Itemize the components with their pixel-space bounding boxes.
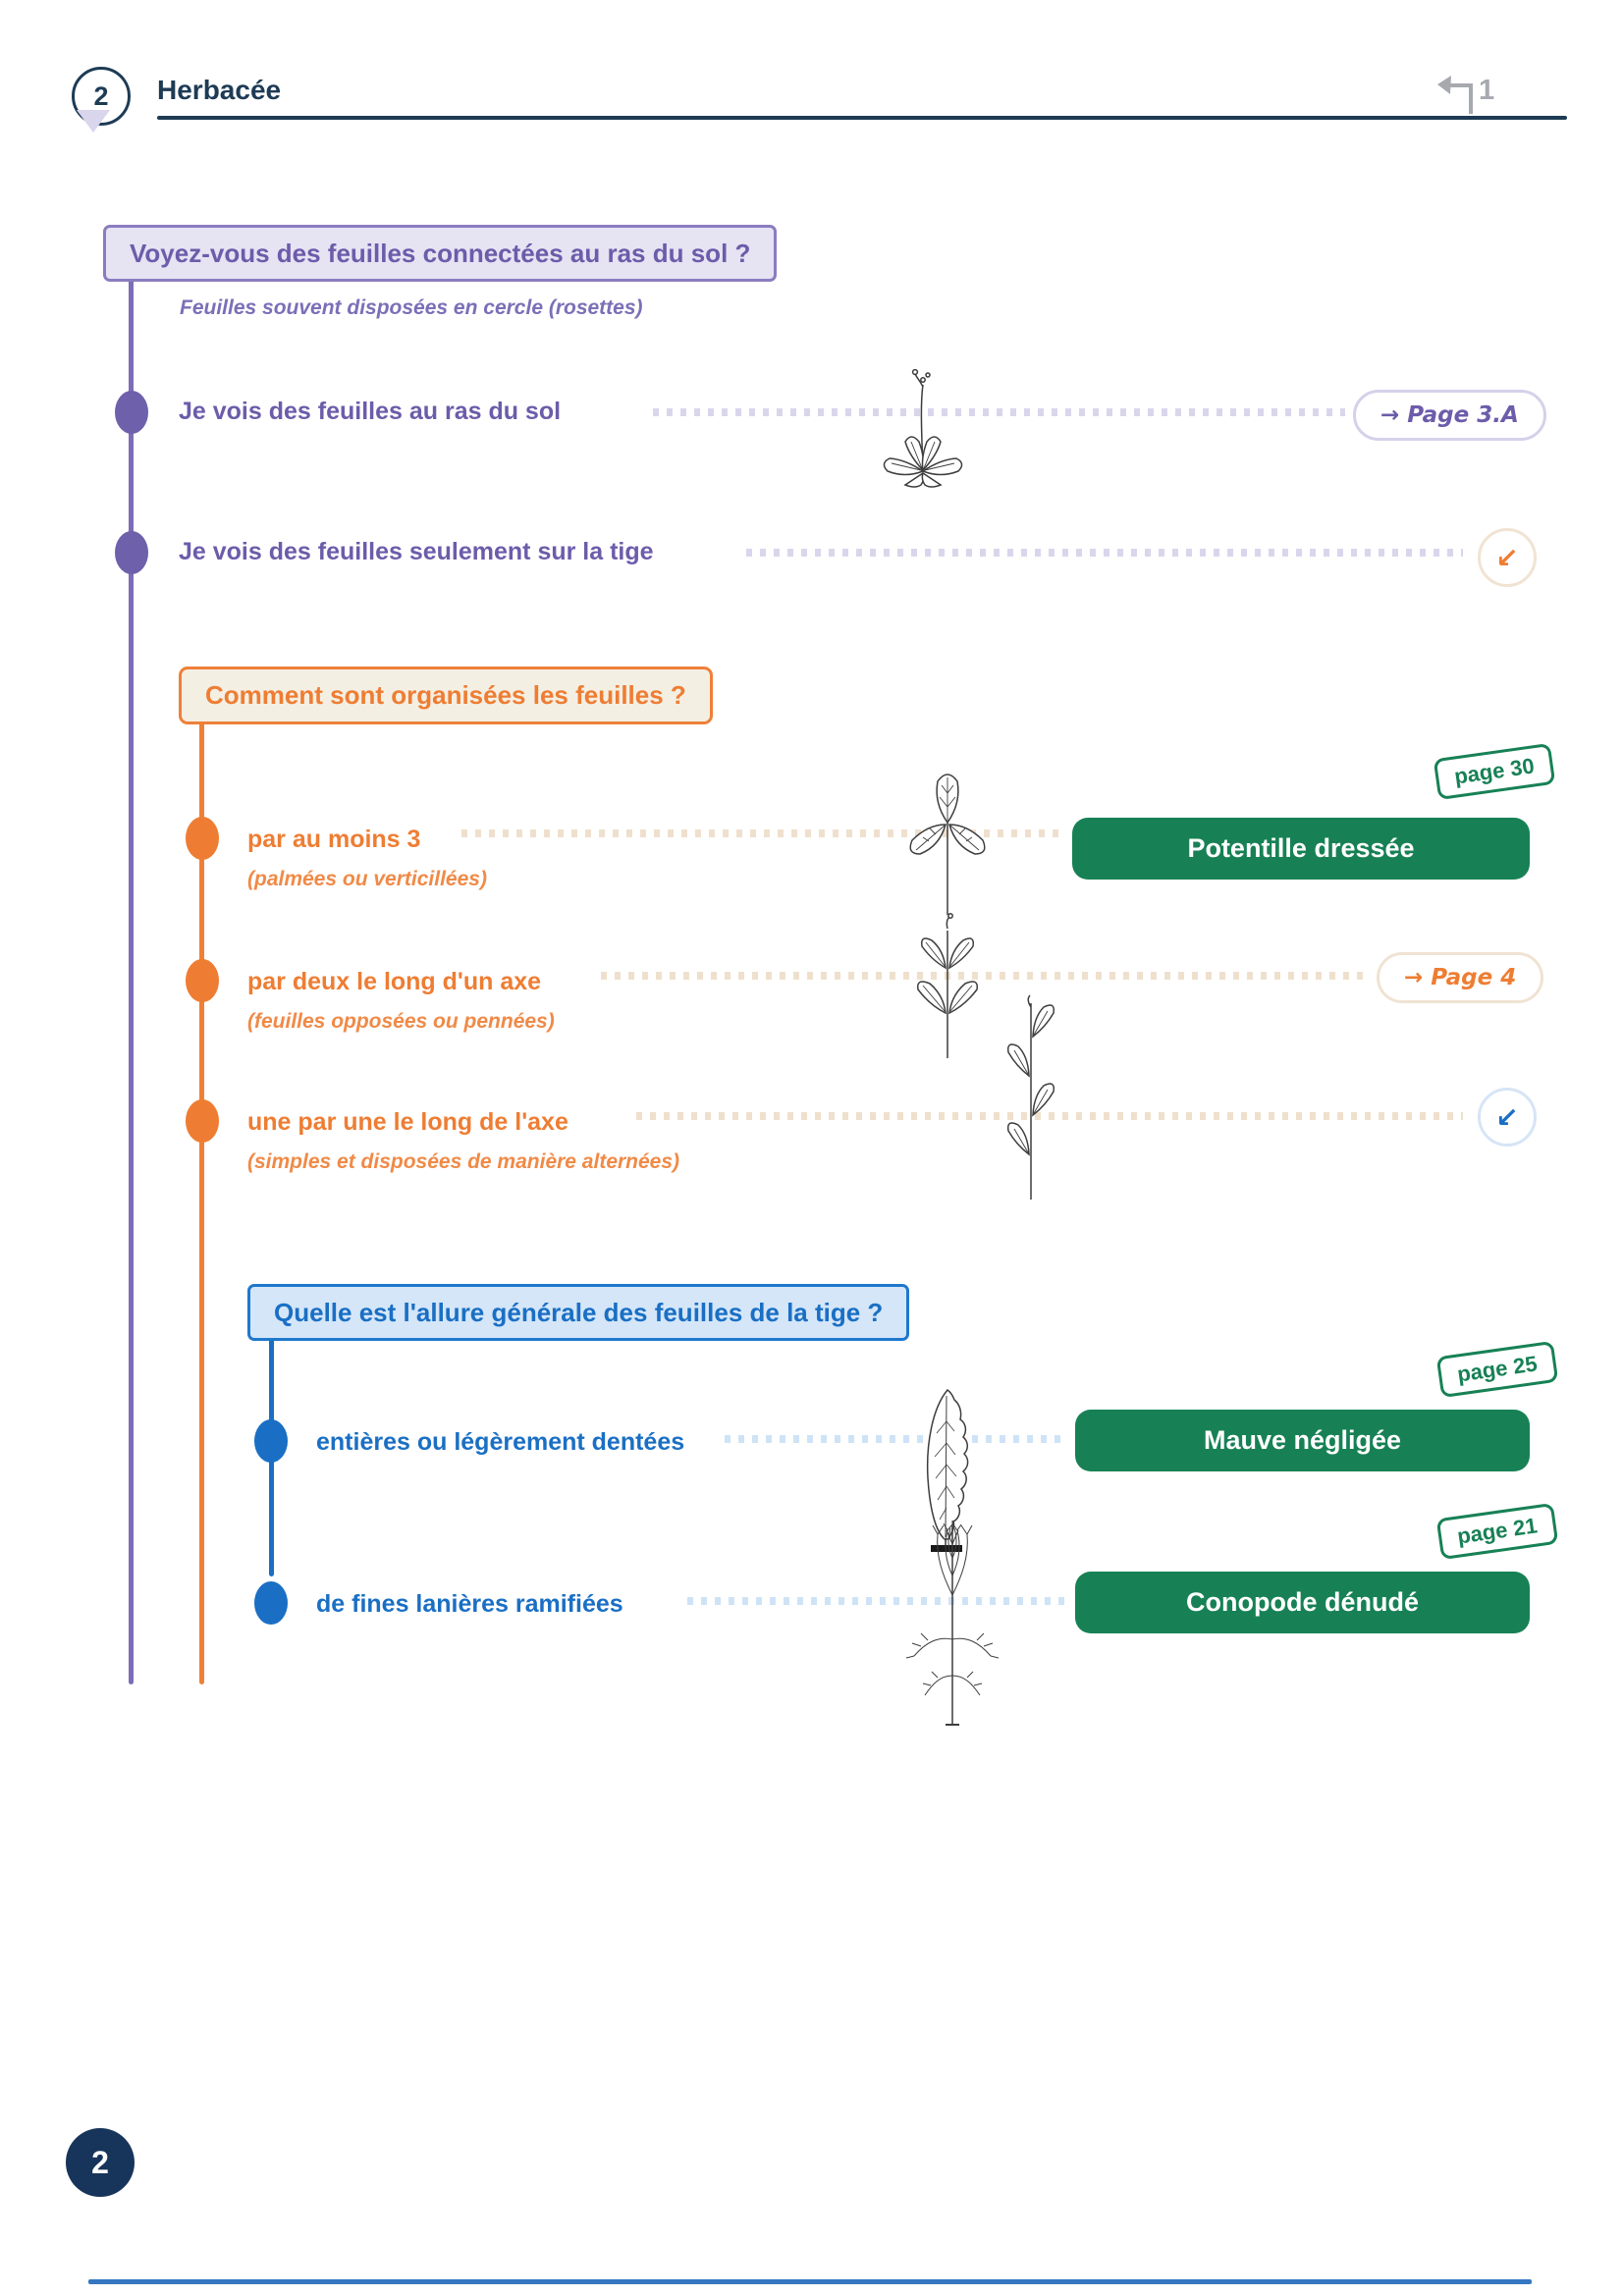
page-tag-label: page 25 <box>1455 1351 1540 1387</box>
page-tag-label: page 21 <box>1455 1513 1540 1549</box>
page-number: 2 <box>91 2144 109 2180</box>
back-reference-arrow-icon <box>1432 71 1481 116</box>
purple-branch-line <box>129 278 134 1684</box>
option-label: par deux le long d'un axe <box>247 968 542 995</box>
dotted-leader <box>653 408 1345 416</box>
goto-page-pill[interactable] <box>1377 952 1543 1003</box>
continue-arrow-icon[interactable] <box>1478 1088 1537 1147</box>
option-bullet <box>186 817 219 860</box>
page-tag[interactable] <box>1434 743 1556 800</box>
section-pointer-triangle-icon <box>77 110 110 133</box>
option-label: par au moins 3 <box>247 826 421 853</box>
species-name: Conopode dénudé <box>1186 1587 1419 1617</box>
species-result-button[interactable] <box>1075 1572 1530 1633</box>
continue-arrow-glyph: ↙ <box>1495 1100 1519 1134</box>
whorled-leaves-plant-illustration <box>889 768 1006 920</box>
alternate-leaves-plant-illustration <box>977 993 1085 1204</box>
option-bullet <box>115 391 148 434</box>
option-detail: (palmées ou verticillées) <box>247 868 487 890</box>
continue-arrow-glyph: ↙ <box>1495 541 1519 574</box>
species-result-button[interactable] <box>1072 818 1530 880</box>
hint-text: Feuilles souvent disposées en cercle (rosettes) <box>180 296 643 319</box>
continue-arrow-icon[interactable] <box>1478 528 1537 587</box>
option-label: Je vois des feuilles au ras du sol <box>179 398 562 425</box>
option-detail: (feuilles opposées ou pennées) <box>247 1010 555 1033</box>
header-rule <box>157 116 1567 120</box>
species-name: Mauve négligée <box>1203 1425 1402 1455</box>
option-label: de fines lanières ramifiées <box>316 1590 623 1618</box>
option-bullet <box>254 1581 288 1625</box>
orange-branch-line <box>199 720 204 1684</box>
page-tag[interactable] <box>1436 1341 1559 1398</box>
option-label: une par une le long de l'axe <box>247 1108 568 1136</box>
option-detail: (simples et disposées de manière alternées) <box>247 1150 680 1173</box>
page-tag[interactable] <box>1436 1503 1559 1560</box>
option-bullet <box>115 531 148 574</box>
option-label: entières ou légèrement dentées <box>316 1428 685 1456</box>
finely-divided-plant-illustration <box>889 1507 1016 1728</box>
option-bullet <box>186 959 219 1002</box>
page-title: Herbacée <box>157 75 282 105</box>
rosette-plant-illustration <box>874 365 972 488</box>
goto-page-label: → Page 4 <box>1404 965 1517 990</box>
footer-rule <box>88 2279 1532 2284</box>
question-box-leaf-shape <box>247 1284 909 1341</box>
option-label: Je vois des feuilles seulement sur la tige <box>179 538 654 565</box>
option-bullet <box>254 1419 288 1463</box>
species-name: Potentille dressée <box>1187 833 1415 863</box>
question-text: Quelle est l'allure générale des feuilles de la tige ? <box>274 1297 884 1327</box>
dotted-leader <box>725 1435 1068 1443</box>
page-number-badge <box>66 2128 135 2197</box>
question-box-leaf-arrangement <box>179 667 713 724</box>
back-reference-number: 1 <box>1479 75 1495 106</box>
page-tag-label: page 30 <box>1452 753 1537 789</box>
question-text: Voyez-vous des feuilles connectées au ras du sol ? <box>130 238 751 268</box>
section-number: 2 <box>93 80 109 111</box>
question-box-ground-leaves <box>103 225 777 282</box>
question-text: Comment sont organisées les feuilles ? <box>205 680 686 710</box>
goto-page-pill[interactable] <box>1353 390 1546 441</box>
goto-page-label: → Page 3.A <box>1380 402 1519 428</box>
option-bullet <box>186 1099 219 1143</box>
dotted-leader <box>746 549 1463 557</box>
species-result-button[interactable] <box>1075 1410 1530 1471</box>
